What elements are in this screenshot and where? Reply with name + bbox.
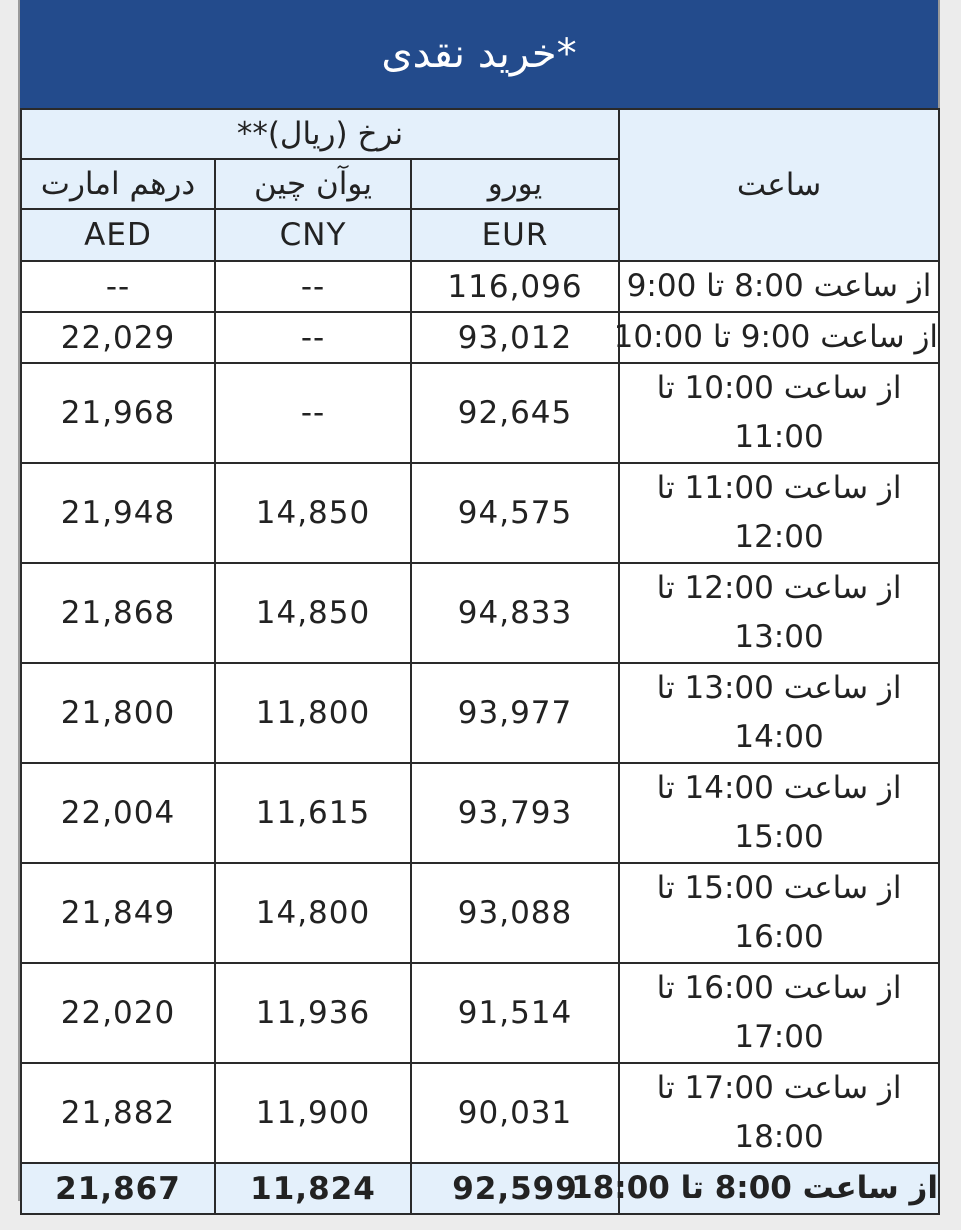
aed-name-header: درهم امارت <box>21 159 215 209</box>
eur-code-header: EUR <box>411 209 619 261</box>
eur-rate-cell: 93,977 <box>411 663 619 763</box>
aed-rate-cell: 22,029 <box>21 312 215 363</box>
eur-rate-cell: 94,833 <box>411 563 619 663</box>
aed-rate-cell: 21,868 <box>21 563 215 663</box>
cny-code-header: CNY <box>215 209 411 261</box>
aed-rate-cell: 22,020 <box>21 963 215 1063</box>
rates-table <box>20 108 940 1215</box>
cny-rate-cell: -- <box>215 312 411 363</box>
aed-total-cell: 21,867 <box>21 1163 215 1214</box>
total-row <box>21 1163 939 1214</box>
eur-total-cell: 92,599 <box>411 1163 619 1214</box>
aed-rate-cell: 21,882 <box>21 1063 215 1163</box>
aed-rate-cell: 21,968 <box>21 363 215 463</box>
cny-rate-cell: -- <box>215 363 411 463</box>
cny-rate-cell: 11,800 <box>215 663 411 763</box>
table-row <box>21 863 939 963</box>
eur-rate-cell: 93,088 <box>411 863 619 963</box>
total-time-range-cell: از ساعت 8:00 تا 18:00 <box>619 1163 939 1214</box>
table-row <box>21 261 939 312</box>
table-row <box>21 963 939 1063</box>
table-row <box>21 363 939 463</box>
eur-rate-cell: 91,514 <box>411 963 619 1063</box>
cny-name-header: یوآن چین <box>215 159 411 209</box>
header-row-group <box>21 109 939 159</box>
aed-rate-cell: 21,800 <box>21 663 215 763</box>
table-row <box>21 663 939 763</box>
cny-rate-cell: 14,850 <box>215 463 411 563</box>
cny-rate-cell: 14,850 <box>215 563 411 663</box>
table-row <box>21 1063 939 1163</box>
table-row <box>21 312 939 363</box>
time-range-cell: از ساعت 11:00 تا 12:00 <box>619 463 939 563</box>
page-title: خرید نقدی* <box>20 0 938 108</box>
aed-rate-cell: 21,948 <box>21 463 215 563</box>
time-range-cell: از ساعت 16:00 تا 17:00 <box>619 963 939 1063</box>
aed-code-header: AED <box>21 209 215 261</box>
eur-rate-cell: 116,096 <box>411 261 619 312</box>
eur-name-header: یورو <box>411 159 619 209</box>
aed-rate-cell: 22,004 <box>21 763 215 863</box>
time-range-cell: از ساعت 8:00 تا 9:00 <box>619 261 939 312</box>
table-row <box>21 563 939 663</box>
eur-rate-cell: 93,793 <box>411 763 619 863</box>
aed-rate-cell: -- <box>21 261 215 312</box>
time-range-cell: از ساعت 15:00 تا 16:00 <box>619 863 939 963</box>
eur-rate-cell: 94,575 <box>411 463 619 563</box>
table-row <box>21 463 939 563</box>
rate-group-header: نرخ (ریال)** <box>21 109 619 159</box>
time-column-header: ساعت <box>619 109 939 261</box>
eur-rate-cell: 93,012 <box>411 312 619 363</box>
cny-rate-cell: 11,936 <box>215 963 411 1063</box>
cny-rate-cell: -- <box>215 261 411 312</box>
time-range-cell: از ساعت 10:00 تا 11:00 <box>619 363 939 463</box>
time-range-cell: از ساعت 17:00 تا 18:00 <box>619 1063 939 1163</box>
time-range-cell: از ساعت 14:00 تا 15:00 <box>619 763 939 863</box>
time-range-cell: از ساعت 13:00 تا 14:00 <box>619 663 939 763</box>
cny-total-cell: 11,824 <box>215 1163 411 1214</box>
cny-rate-cell: 11,615 <box>215 763 411 863</box>
table-row <box>21 763 939 863</box>
time-range-cell: از ساعت 12:00 تا 13:00 <box>619 563 939 663</box>
eur-rate-cell: 90,031 <box>411 1063 619 1163</box>
cny-rate-cell: 11,900 <box>215 1063 411 1163</box>
cny-rate-cell: 14,800 <box>215 863 411 963</box>
aed-rate-cell: 21,849 <box>21 863 215 963</box>
eur-rate-cell: 92,645 <box>411 363 619 463</box>
time-range-cell: از ساعت 9:00 تا 10:00 <box>619 312 939 363</box>
